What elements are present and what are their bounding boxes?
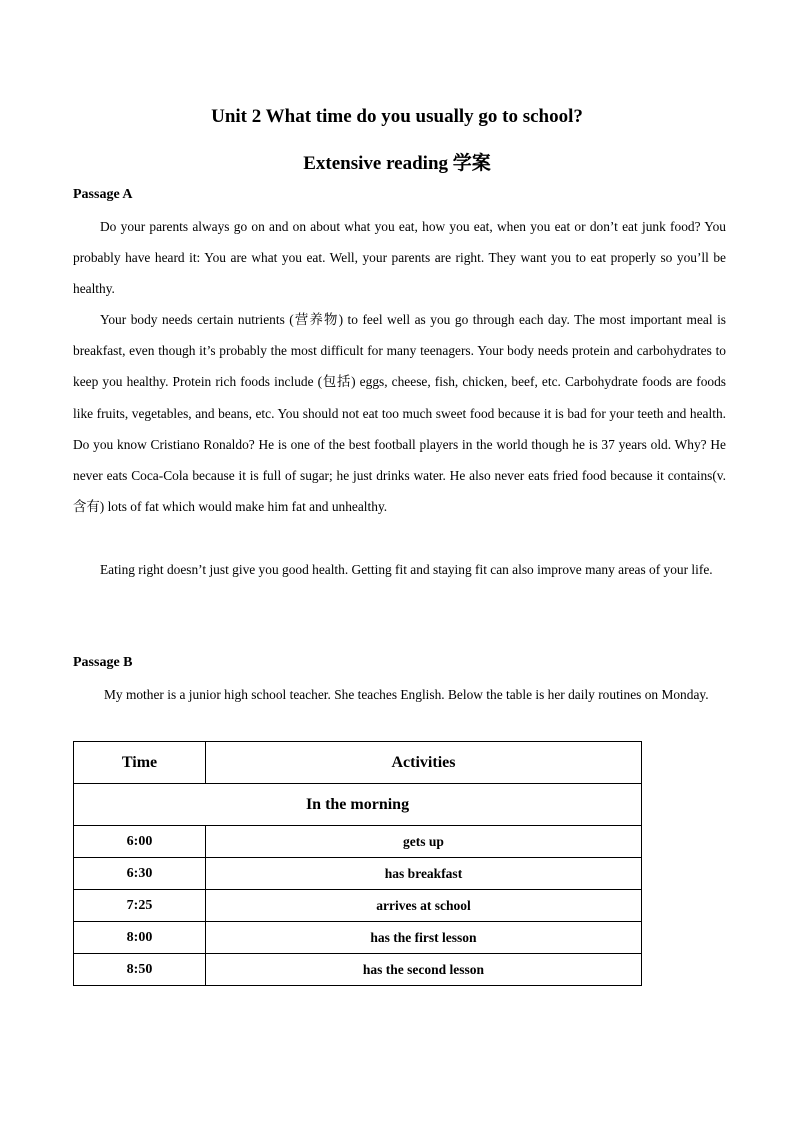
row-activity: gets up <box>206 826 642 858</box>
row-time: 8:00 <box>74 922 206 954</box>
row-time: 6:30 <box>74 858 206 890</box>
table-row <box>74 890 642 922</box>
passage-a-heading: Passage A <box>73 187 133 202</box>
passage-b-heading: Passage B <box>73 655 133 670</box>
row-activity: arrives at school <box>206 890 642 922</box>
row-activity: has breakfast <box>206 858 642 890</box>
header-activities: Activities <box>206 742 642 784</box>
header-time: Time <box>74 742 206 784</box>
row-time: 6:00 <box>74 826 206 858</box>
passage-a-paragraph-2: Your body needs certain nutrients (营养物) to feel well as you go through each day. The most important meal is breakfast, even though it’s probably the most difficult for many teenagers. Your body needs protein and carbohydrates to keep you healthy. Protein rich foods include (包括) eggs, cheese, fish, chicken, beef, etc. Carbohydrate foods are foods like fruits, vegetables, and beans, etc. You should not eat too much sweet food because it is bad for your teeth and health. Do you know Cristiano Ronaldo? He is one of the best football players in the world though he is 37 years old. Why? He never eats Coca-Cola because it is full of sugar; he just drinks water. He also never eats fried food because it contains(v. 含有) lots of fat which would make him fat and unhealthy. <box>73 312 726 515</box>
daily-routine-table <box>73 741 642 986</box>
table-section-row <box>74 784 642 826</box>
table-header-row <box>74 742 642 784</box>
table-row <box>74 858 642 890</box>
passage-b-intro: My mother is a junior high school teacher. She teaches English. Below the table is her daily routines on Monday. <box>104 687 709 702</box>
row-time: 8:50 <box>74 954 206 986</box>
section-label: In the morning <box>74 784 642 826</box>
row-time: 7:25 <box>74 890 206 922</box>
row-activity: has the first lesson <box>206 922 642 954</box>
passage-a-paragraph-3: Eating right doesn’t just give you good health. Getting fit and staying fit can also improve many areas of your life. <box>100 562 713 577</box>
row-activity: has the second lesson <box>206 954 642 986</box>
passage-a-paragraph-1: Do your parents always go on and on about what you eat, how you eat, when you eat or don’t eat junk food? You probably have heard it: You are what you eat. Well, your parents are right. They want you to eat properly so you’ll be healthy. <box>73 219 726 297</box>
table-row <box>74 922 642 954</box>
table-row <box>74 826 642 858</box>
document-title: Unit 2 What time do you usually go to school? <box>211 106 583 127</box>
document-subtitle: Extensive reading 学案 <box>303 153 491 174</box>
table-row <box>74 954 642 986</box>
